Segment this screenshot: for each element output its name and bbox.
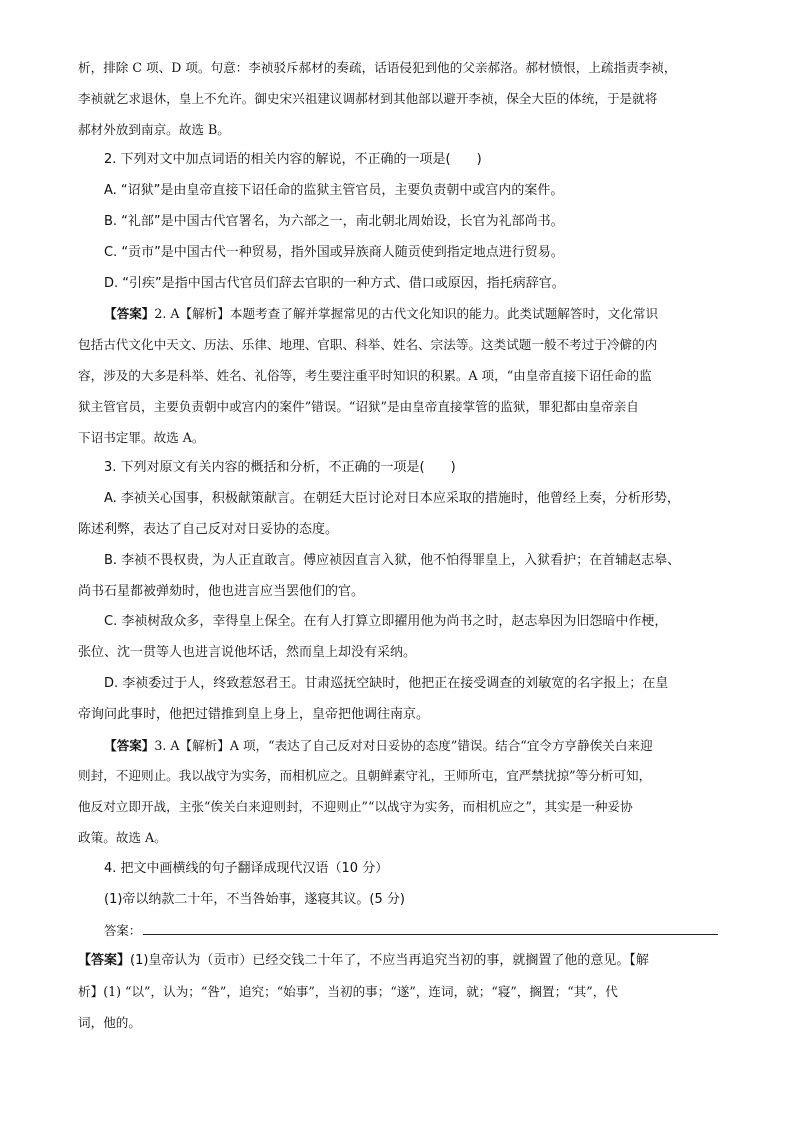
document-page	[78, 58, 718, 1044]
q3-answer-text: 3. A【解析】A 项，“表达了自己反对对日妥协的态度”错误。结合“宜令方亨静俟关白来迎	[154, 737, 653, 753]
answer-tag: 【答案】	[104, 737, 155, 753]
q3-stem: 3. 下列对原文有关内容的概括和分析，不正确的一项是( )	[104, 460, 456, 476]
q2-option-a: A. “诏狱”是由皇帝直接下诏任命的监狱主管官员，主要负责朝中或宫内的案件。	[104, 183, 564, 199]
q4-stem: 4. 把文中画横线的句子翻译成现代汉语（10 分）	[104, 860, 389, 876]
q3-answer-line	[78, 736, 718, 756]
q3-option-d: D. 李祯委过于人，终致惹怒君王。甘肃巡抚空缺时，他把正在接受调查的刘敏宽的名字报上；在皇	[104, 675, 669, 691]
q1-explanation-line: 李祯就乞求退休，皇上不允许。御史宋兴祖建议调郝材到其他部以避开李祯，保全大臣的体统，于是就将	[78, 90, 658, 106]
q4-answer-line	[78, 951, 718, 971]
q3-option-d-cont: 帝询问此事时，他把过错推到皇上身上，皇帝把他调往南京。	[78, 706, 430, 722]
q2-stem: 2. 下列对文中加点词语的相关内容的解说，不正确的一项是( )	[104, 152, 482, 168]
q2-option-b: B. “礼部”是中国古代官署名，为六部之一，南北朝北周始设，长官为礼部尚书。	[104, 213, 564, 229]
q3-option-b-cont: 尚书石星都被弹劾时，他也进言应当罢他们的官。	[78, 583, 365, 599]
q4-answer-text: (1)皇帝认为（贡市）已经交钱二十年了，不应当再追究当初的事，就搁置了他的意见。【解	[130, 953, 649, 969]
q2-answer-line: 狱主管官员，主要负责朝中或宫内的案件”错误。“诏狱”是由皇帝直接掌管的监狱，罪犯都由皇帝亲自	[78, 398, 639, 414]
q3-answer-line: 政策。故选 A。	[78, 829, 167, 845]
q2-answer-line: 包括古代文化中天文、历法、乐律、地理、官职、科举、姓名、宗法等。这类试题一般不考过于冷僻的内	[78, 337, 658, 353]
answer-tag: 【答案】	[78, 953, 131, 969]
q2-option-d: D. “引疾”是指中国古代官员们辞去官职的一种方式、借口或原因，指托病辞官。	[104, 275, 565, 291]
answer-tag: 【答案】	[104, 306, 155, 322]
q2-answer-line	[78, 304, 718, 324]
q2-answer-line: 容，涉及的大多是科举、姓名、礼俗等，考生要注重平时知识的积累。A 项，“由皇帝直接下诏任命的监	[78, 367, 652, 383]
q3-option-a: A. 李祯关心国事，积极献策献言。在朝廷大臣讨论对日本应采取的措施时，他曾经上奏，分析形势，	[104, 491, 680, 507]
q3-option-c: C. 李祯树敌众多，幸得皇上保全。在有人打算立即擢用他为尚书之时，赵志皋因为旧怨暗中作梗，	[104, 614, 668, 630]
q2-answer-text: 2. A【解析】本题考查了解并掌握常见的古代文化知识的能力。此类试题解答时，文化常识	[154, 306, 659, 322]
q3-option-c-cont: 张位、沈一贯等人也进言说他坏话，然而皇上却没有采纳。	[78, 645, 417, 661]
q2-option-c: C. “贡市”是中国古代一种贸易，指外国或异族商人随贡使到指定地点进行贸易。	[104, 244, 564, 260]
answer-blank-line	[143, 920, 718, 935]
q3-option-a-cont: 陈述利弊，表达了自己反对对日妥协的态度。	[78, 521, 339, 537]
q1-explanation-line: 郝材外放到南京。故选 B。	[78, 121, 230, 137]
q4-explanation-line: 析】(1) “以”，认为；“咎”，追究；“始事”，当初的事；“遂”，连词，就；“寝”，搁置；“其”，代	[78, 983, 618, 999]
answer-label: 答案：	[104, 923, 142, 939]
q3-answer-line: 他反对立即开战，主张“俟关白来迎则封，不迎则止”“以战守为实务，而相机应之”，其实是一种妥协	[78, 799, 633, 815]
q4-explanation-line: 词，他的。	[78, 1014, 141, 1030]
q3-option-b: B. 李祯不畏权贵，为人正直敢言。傅应祯因直言入狱，他不怕得罪皇上，入狱看护；在首辅赵志皋、	[104, 552, 681, 568]
q2-answer-line: 下诏书定罪。故选 A。	[78, 429, 205, 445]
q4-sub1: (1)帝以纳款二十年，不当咎始事，遂寝其议。(5 分)	[104, 891, 405, 907]
q3-answer-line: 则封，不迎则止。我以战守为实务，而相机应之。且朝鲜素守礼，王师所屯，宜严禁扰掠”等分析可知，	[78, 768, 652, 784]
q1-explanation-line: 析，排除 C 项、D 项。句意：李祯驳斥郝材的奏疏，话语侵犯到他的父亲郝洛。郝材愤恨，上疏指责李祯，	[78, 60, 677, 75]
q4-answer-field	[78, 920, 718, 940]
